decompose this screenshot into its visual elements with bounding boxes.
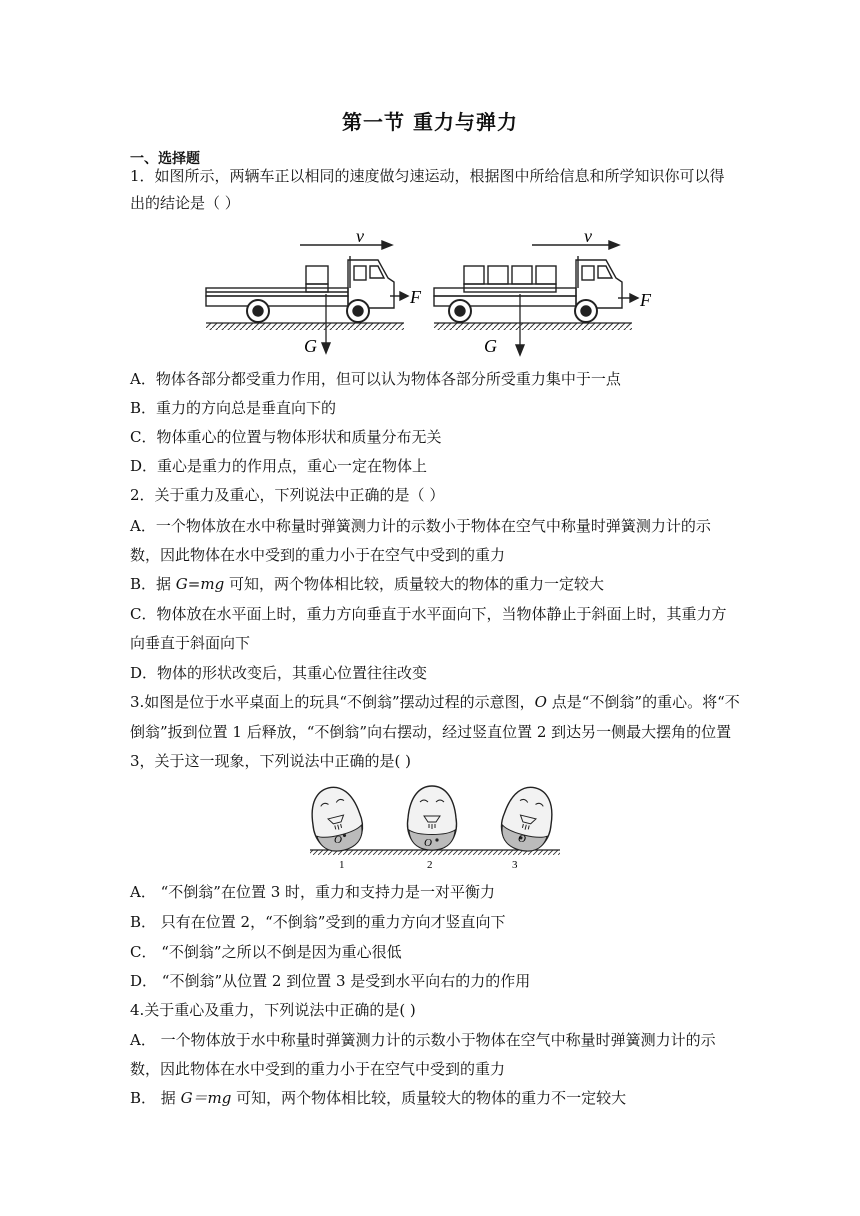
force-label-1: F <box>410 287 421 307</box>
q3-option-c: C． “不倒翁”之所以不倒是因为重心很低 <box>130 943 402 961</box>
q3-stem-line-2: 倒翁”扳到位置 1 后释放，“不倒翁”向右摆动，经过竖直位置 2 到达另一侧最大摆角的位置 <box>130 723 732 741</box>
section-heading: 一、选择题 <box>130 151 200 167</box>
q2-option-b-formula: G=mg <box>175 575 225 593</box>
tumbler-o-label-2: O <box>424 837 432 849</box>
gravity-label-2: G <box>484 336 497 356</box>
tumbler-o-label-3: O <box>518 833 526 845</box>
q3-stem-part-1: 3.如图是位于水平桌面上的玩具“不倒翁”摆动过程的示意图， <box>130 693 535 711</box>
trucks-figure <box>200 226 660 358</box>
velocity-label-2: v <box>584 226 592 246</box>
position-label-2: 2 <box>427 859 433 871</box>
q1-option-d: D．重心是重力的作用点，重心一定在物体上 <box>130 457 428 475</box>
q1-option-c: C．物体重心的位置与物体形状和质量分布无关 <box>130 428 442 446</box>
position-label-3: 3 <box>512 859 518 871</box>
q4-stem: 4.关于重心及重力，下列说法中正确的是( ) <box>130 1001 416 1019</box>
q3-stem-line-3: 3，关于这一现象，下列说法中正确的是( ) <box>130 752 412 770</box>
tumbler-position-3 <box>496 782 559 856</box>
position-label-1: 1 <box>339 859 345 871</box>
q4-option-a-line-2: 数，因此物体在水中受到的重力小于在空气中受到的重力 <box>130 1060 506 1078</box>
velocity-label-1: v <box>356 226 364 246</box>
q3-stem-o: O <box>534 693 547 711</box>
q4-option-b-text: 可知，两个物体相比较，质量较大的物体的重力不一定较大 <box>231 1089 627 1107</box>
tumbler-position-2 <box>408 786 457 850</box>
q4-option-b-formula: G＝mg <box>180 1089 232 1107</box>
tumbler-figure <box>308 780 562 872</box>
q1-stem-line-1: 1．如图所示，两辆车正以相同的速度做匀速运动，根据图中所给信息和所学知识你可以得 <box>130 167 725 185</box>
ground-1 <box>206 323 404 330</box>
q1-option-b: B．重力的方向总是垂直向下的 <box>130 399 337 417</box>
q2-option-a-line-1: A．一个物体放在水中称量时弹簧测力计的示数小于物体在空气中称量时弹簧测力计的示 <box>130 517 711 535</box>
q2-option-b <box>130 574 730 594</box>
truck-2 <box>434 241 638 355</box>
q4-option-b-prefix: B． 据 <box>130 1089 181 1107</box>
q2-option-b-text: 可知，两个物体相比较，质量较大的物体的重力一定较大 <box>224 575 604 593</box>
q1-option-a: A．物体各部分都受重力作用，但可以认为物体各部分所受重力集中于一点 <box>130 370 621 388</box>
q2-option-c-line-1: C．物体放在水平面上时，重力方向垂直于水平面向下，当物体静止于斜面上时，其重力方 <box>130 605 727 623</box>
q4-option-a-line-1: A． 一个物体放于水中称量时弹簧测力计的示数小于物体在空气中称量时弹簧测力计的示 <box>130 1031 716 1049</box>
q2-option-c-line-2: 向垂直于斜面向下 <box>130 634 251 652</box>
q3-stem-part-2: 点是“不倒翁”的重心。将“不 <box>546 693 740 711</box>
q2-stem: 2．关于重力及重心，下列说法中正确的是（ ） <box>130 486 445 504</box>
q3-stem-line-1 <box>130 692 740 712</box>
q2-option-d: D．物体的形状改变后，其重心位置往往改变 <box>130 664 428 682</box>
q3-option-a: A． “不倒翁”在位置 3 时，重力和支持力是一对平衡力 <box>130 883 496 901</box>
gravity-label-1: G <box>304 336 317 356</box>
q2-option-a-line-2: 数，因此物体在水中受到的重力小于在空气中受到的重力 <box>130 546 506 564</box>
q3-option-b: B． 只有在位置 2，“不倒翁”受到的重力方向才竖直向下 <box>130 913 506 931</box>
q3-option-d: D． “不倒翁”从位置 2 到位置 3 是受到水平向右的力的作用 <box>130 972 531 990</box>
ground-2 <box>434 323 632 330</box>
force-label-2: F <box>640 290 651 310</box>
tumbler-o-label-1: O <box>334 834 342 846</box>
q2-option-b-prefix: B．据 <box>130 575 176 593</box>
q4-option-b <box>130 1088 730 1108</box>
page-title: 第一节 重力与弹力 <box>342 110 518 134</box>
q1-stem-line-2: 出的结论是（ ） <box>130 194 240 212</box>
